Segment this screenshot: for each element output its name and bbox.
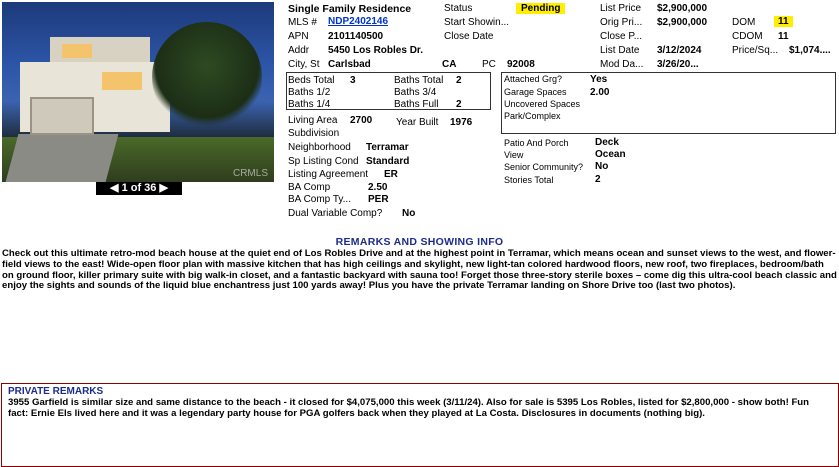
- sp-listing-cond-value: Standard: [366, 156, 410, 167]
- status-label: Status: [444, 3, 473, 14]
- prev-photo-icon[interactable]: ◀: [110, 182, 119, 194]
- property-type: Single Family Residence: [288, 3, 412, 15]
- year-built-label: Year Built: [396, 117, 439, 128]
- mod-date-value: 3/26/20...: [657, 59, 699, 70]
- apn-label: APN: [288, 31, 309, 42]
- stories-total-value: 2: [595, 174, 601, 185]
- stories-total-label: Stories Total: [504, 175, 554, 185]
- baths-total-value: 2: [456, 75, 462, 86]
- private-remarks-heading: PRIVATE REMARKS: [8, 386, 104, 397]
- ba-comp-label: BA Comp: [288, 182, 331, 193]
- garage-spaces-label: Garage Spaces: [504, 87, 567, 97]
- mls-label: MLS #: [288, 17, 317, 28]
- apn-value: 2101140500: [328, 31, 384, 42]
- ba-comp-value: 2.50: [368, 182, 388, 193]
- neighborhood-value: Terramar: [366, 142, 409, 153]
- remarks-heading: REMARKS AND SHOWING INFO: [335, 236, 504, 248]
- cdom-value: 11: [778, 31, 789, 42]
- photo-window: [102, 72, 142, 90]
- uncovered-spaces-label: Uncovered Spaces: [504, 99, 581, 109]
- year-built-value: 1976: [450, 117, 473, 128]
- baths-full-value: 2: [456, 99, 462, 110]
- price-per-sqft-value: $1,074....: [789, 45, 831, 56]
- senior-community-label: Senior Community?: [504, 162, 584, 172]
- mod-date-label: Mod Da...: [600, 59, 644, 70]
- mls-number-link[interactable]: NDP2402146: [328, 16, 389, 27]
- beds-total-value: 3: [350, 75, 356, 86]
- orig-price-value: $2,900,000: [657, 17, 708, 28]
- photo-palm: [152, 22, 262, 132]
- next-photo-icon[interactable]: ▶: [159, 182, 168, 194]
- list-date-label: List Date: [600, 45, 640, 56]
- private-remarks-text: 3955 Garfield is similar size and same distance to the beach - it closed for $4,075,000 this week (3/11/24). Also for sale is 5395 Los Robles, listed for $2,800,000 - show both! Fun fact: Ernie Els lived here and it was a legendary party house for PGA golfers back when they played at La Costa. Disclosures in documents (nothing big).: [8, 397, 810, 419]
- addr-value: 5450 Los Robles Dr.: [328, 45, 424, 56]
- state-value: CA: [442, 59, 457, 70]
- view-value: Ocean: [595, 149, 626, 160]
- photo-driveway: [6, 134, 119, 182]
- listing-agreement-value: ER: [384, 169, 398, 180]
- garage-spaces-value: 2.00: [590, 87, 610, 98]
- photo-window: [62, 44, 92, 58]
- baths-half-label: Baths 1/2: [288, 87, 331, 98]
- patio-value: Deck: [595, 137, 619, 148]
- photo-navigator: [96, 182, 182, 195]
- senior-community-value: No: [595, 161, 609, 172]
- park-complex-label: Park/Complex: [504, 111, 561, 121]
- living-area-value: 2700: [350, 115, 373, 126]
- city-label: City, St: [288, 59, 320, 70]
- dual-variable-value: No: [402, 208, 416, 219]
- remarks-text: Check out this ultimate retro-mod beach house at the quiet end of Los Robles Drive and at the highest point in Terramar, which means ocean and sunset views to the west, and flower-field views to the east! Wide-open floor plan with massive kitchen that has high ceilings and skylight, new light-tan colored hardwood floors, new roof, two fireplaces, bedroom/bath on ground floor, killer primary suite with big walk-in closet, and a fantastic backyard with sauna too! Forget those three-story sterile boxes – come dig this ultra-cool beach classic and enjoy the sights and sounds of the liquid blue enchantress just 100 yards away! Plus you have the private Terramar landing on Shore Drive too (last two photos).: [2, 248, 837, 292]
- private-remarks-panel: [1, 383, 839, 467]
- photo-garage: [30, 97, 94, 135]
- addr-label: Addr: [288, 45, 310, 56]
- pc-label: PC: [482, 59, 496, 70]
- close-price-label: Close P...: [600, 31, 643, 42]
- price-per-sqft-label: Price/Sq...: [732, 45, 779, 56]
- baths-quarter-label: Baths 1/4: [288, 99, 331, 110]
- baths-total-label: Baths Total: [394, 75, 444, 86]
- orig-price-label: Orig Pri...: [600, 17, 643, 28]
- living-area-label: Living Area: [288, 115, 338, 126]
- photo-watermark: CRMLS: [232, 168, 268, 179]
- dom-value: 11: [774, 16, 793, 27]
- list-price-label: List Price: [600, 3, 642, 14]
- neighborhood-label: Neighborhood: [288, 142, 351, 153]
- ba-comp-type-label: BA Comp Ty...: [288, 194, 351, 205]
- patio-label: Patio And Porch: [504, 138, 569, 148]
- list-price-value: $2,900,000: [657, 3, 708, 14]
- pc-value: 92008: [507, 59, 535, 70]
- city-value: Carlsbad: [328, 59, 371, 70]
- baths-full-label: Baths Full: [394, 99, 439, 110]
- cdom-label: CDOM: [732, 31, 763, 42]
- baths-3q-label: Baths 3/4: [394, 87, 437, 98]
- dual-variable-label: Dual Variable Comp?: [288, 208, 383, 219]
- listing-photo[interactable]: [2, 2, 274, 182]
- close-date-label: Close Date: [444, 31, 494, 42]
- photo-counter: 1 of 36: [121, 182, 157, 194]
- start-showing-label: Start Showin...: [444, 17, 510, 28]
- attached-garage-value: Yes: [590, 74, 608, 85]
- dom-label: DOM: [732, 17, 756, 28]
- listing-agreement-label: Listing Agreement: [288, 169, 369, 180]
- ba-comp-type-value: PER: [368, 194, 389, 205]
- view-label: View: [504, 150, 524, 160]
- sp-listing-cond-label: Sp Listing Cond: [288, 156, 359, 167]
- subdivision-label: Subdivision: [288, 128, 340, 139]
- beds-total-label: Beds Total: [288, 75, 335, 86]
- list-date-value: 3/12/2024: [657, 45, 702, 56]
- attached-garage-label: Attached Grg?: [504, 74, 563, 84]
- status-badge: Pending: [516, 3, 565, 14]
